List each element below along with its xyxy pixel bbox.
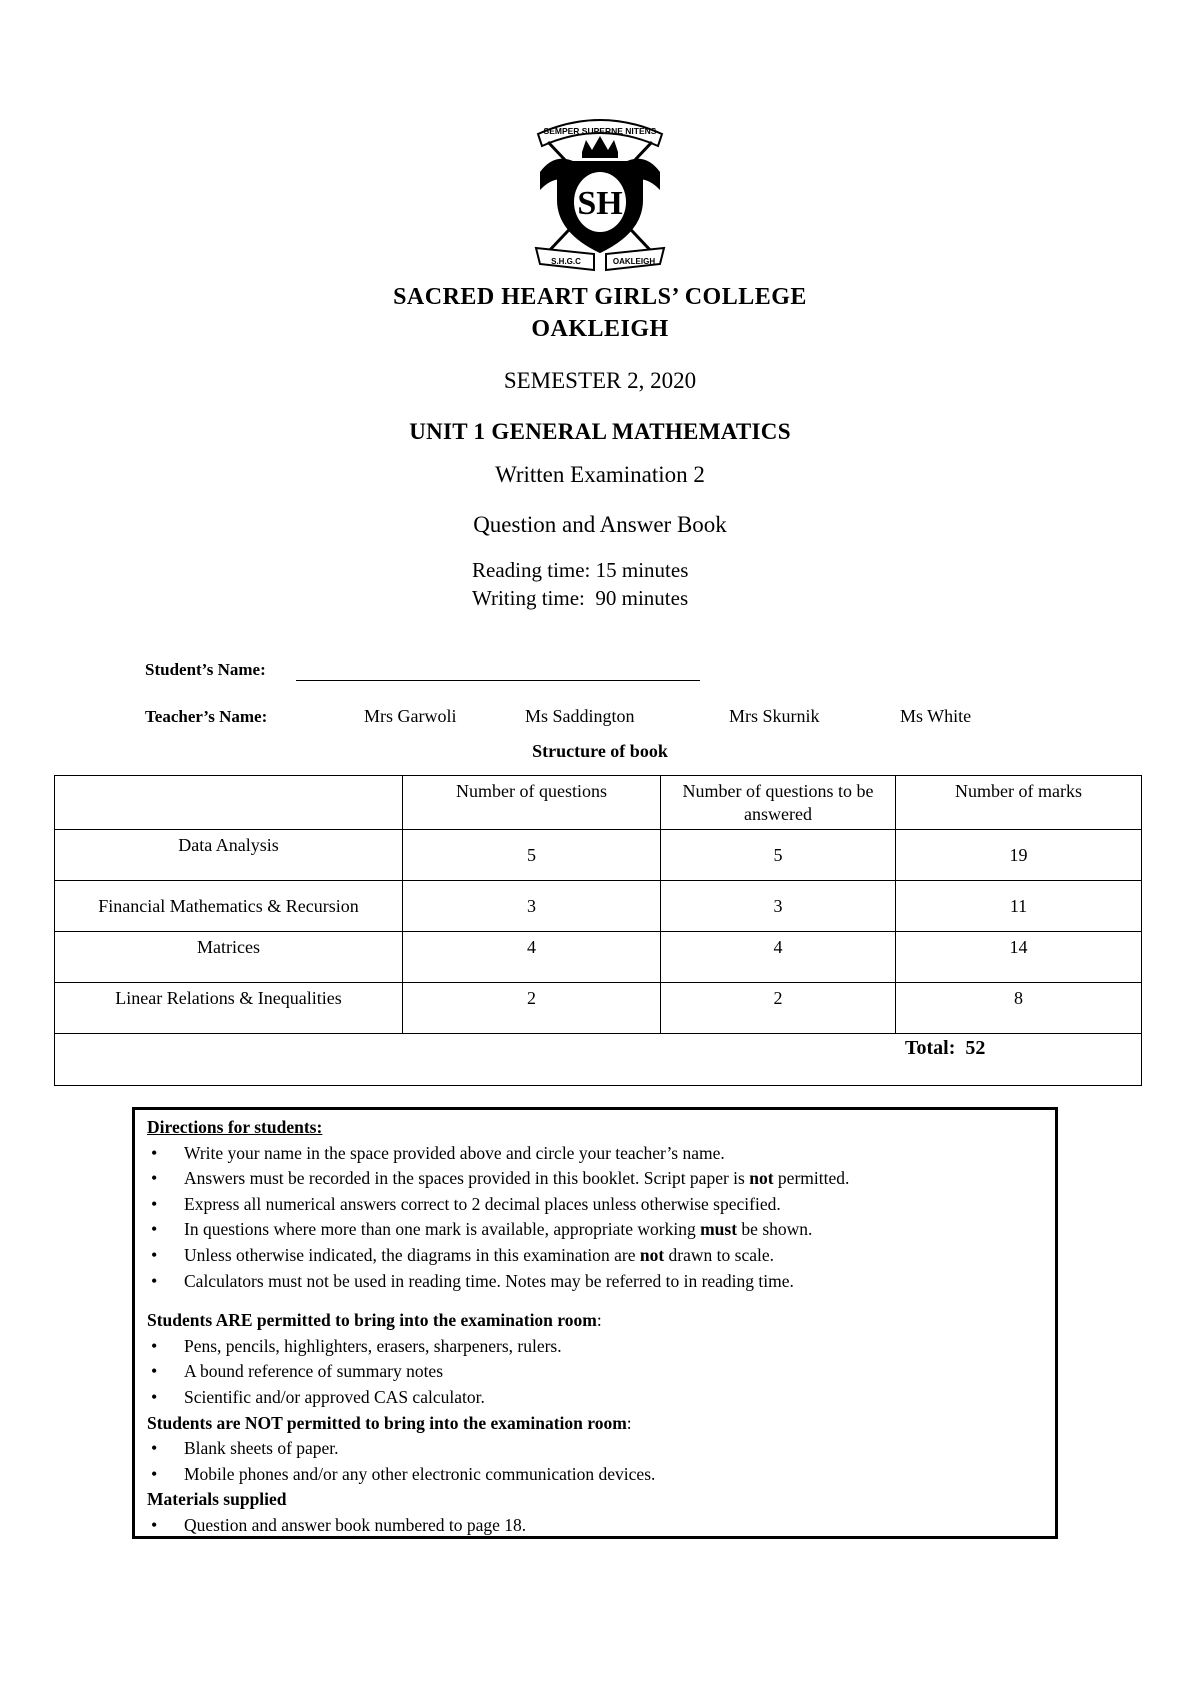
table-row [55, 932, 1142, 983]
table-cell-marks: 11 [896, 881, 1142, 932]
table-cell-marks: 14 [896, 932, 1142, 983]
table-cell-section: Matrices [55, 932, 403, 983]
item-text: permitted. [773, 1168, 850, 1189]
teacher-option[interactable]: Mrs Garwoli [364, 706, 457, 726]
table-cell-section: Linear Relations & Inequalities [55, 983, 403, 1034]
materials-list [147, 1513, 1045, 1539]
list-item [147, 1141, 1045, 1167]
book-title: Question and Answer Book [473, 512, 727, 537]
table-header-cell: Number of questions to be answered [661, 776, 896, 830]
directions-box [132, 1107, 1058, 1539]
item-text: drawn to scale. [664, 1244, 774, 1265]
list-item [147, 1269, 1045, 1295]
reading-time: Reading time: 15 minutes [472, 558, 689, 582]
table-cell-questions: 2 [403, 983, 661, 1034]
table-header-cell: Number of marks [896, 776, 1142, 830]
item-emphasis: not [639, 1244, 665, 1265]
item-text: Write your name in the space provided above and circle your teacher’s name. [184, 1142, 725, 1163]
colon: : [626, 1412, 632, 1433]
item-text: be shown. [737, 1219, 813, 1240]
student-name-field[interactable] [296, 680, 700, 681]
structure-title: Structure of book [532, 741, 668, 761]
colon: : [596, 1310, 602, 1331]
table-cell-questions: 3 [403, 881, 661, 932]
total-marks: Total: 52 [905, 1037, 986, 1059]
exam-title: Written Examination 2 [495, 462, 705, 487]
table-cell-marks: 19 [896, 830, 1142, 881]
table-cell-questions: 5 [403, 830, 661, 881]
table-cell-marks: 8 [896, 983, 1142, 1034]
not-permitted-heading-line [147, 1411, 1045, 1437]
not-permitted-heading: Students are NOT permitted to bring into the examination room [147, 1412, 627, 1433]
teacher-name-label: Teacher’s Name: [145, 707, 268, 726]
teacher-option[interactable]: Mrs Skurnik [729, 706, 820, 726]
svg-text:S.H.G.C: S.H.G.C [551, 257, 581, 266]
teacher-option[interactable]: Ms White [900, 706, 972, 726]
teacher-option[interactable]: Ms Saddington [525, 706, 635, 726]
table-cell-answered: 2 [661, 983, 896, 1034]
item-text: Calculators must not be used in reading time. Notes may be referred to in reading time. [184, 1270, 794, 1291]
table-cell-section: Financial Mathematics & Recursion [55, 881, 403, 932]
item-emphasis: must [700, 1219, 738, 1240]
table-cell-answered: 3 [661, 881, 896, 932]
list-item: • Question and answer book numbered to page 18. [147, 1513, 1045, 1539]
materials-heading: Materials supplied [147, 1489, 287, 1510]
svg-text:OAKLEIGH: OAKLEIGH [612, 257, 656, 266]
permitted-heading: Students ARE permitted to bring into the examination room [147, 1310, 597, 1331]
table-header-cell: Number of questions [403, 776, 661, 830]
semester-label: SEMESTER 2, 2020 [503, 368, 697, 393]
permitted-list [147, 1334, 1045, 1411]
table-cell-questions: 4 [403, 932, 661, 983]
table-row [55, 983, 1142, 1034]
student-name-label: Student’s Name: [145, 660, 266, 679]
item-text: Express all numerical answers correct to 2 decimal places unless otherwise specified. [184, 1193, 781, 1214]
school-location: OAKLEIGH [531, 316, 669, 342]
not-permitted-list [147, 1436, 1045, 1487]
table-cell-answered: 4 [661, 932, 896, 983]
svg-text:SH: SH [577, 185, 623, 222]
list-item: • Scientific and/or approved CAS calculator. [147, 1385, 1045, 1411]
table-cell-section: Data Analysis [55, 830, 403, 881]
item-text: Answers must be recorded in the spaces provided in this booklet. Script paper is [184, 1168, 750, 1189]
college-crest-logo [530, 112, 670, 272]
item-text: Unless otherwise indicated, the diagrams in this examination are [184, 1244, 640, 1265]
school-name: SACRED HEART GIRLS’ COLLEGE [393, 284, 807, 310]
table-row [55, 830, 1142, 881]
list-item: • A bound reference of summary notes [147, 1359, 1045, 1385]
list-item [147, 1192, 1045, 1218]
writing-time: Writing time: 90 minutes [472, 586, 689, 610]
table-header-row [55, 776, 1142, 830]
list-item [147, 1217, 1045, 1243]
list-item [147, 1243, 1045, 1269]
table-cell-answered: 5 [661, 830, 896, 881]
list-item [147, 1166, 1045, 1192]
item-text: In questions where more than one mark is available, appropriate working [184, 1219, 701, 1240]
directions-heading: Directions for students: [147, 1117, 323, 1137]
list-item: • Mobile phones and/or any other electronic communication devices. [147, 1462, 1045, 1488]
list-item: • Pens, pencils, highlighters, erasers, sharpeners, rulers. [147, 1334, 1045, 1360]
permitted-heading-line [147, 1308, 1045, 1334]
unit-title: UNIT 1 GENERAL MATHEMATICS [409, 419, 791, 444]
list-item: • Blank sheets of paper. [147, 1436, 1045, 1462]
directions-list [147, 1141, 1045, 1295]
svg-text:SEMPER SUPERNE NITENS: SEMPER SUPERNE NITENS [543, 126, 657, 136]
item-emphasis: not [749, 1168, 774, 1189]
table-row [55, 881, 1142, 932]
table-header-cell [55, 776, 403, 830]
